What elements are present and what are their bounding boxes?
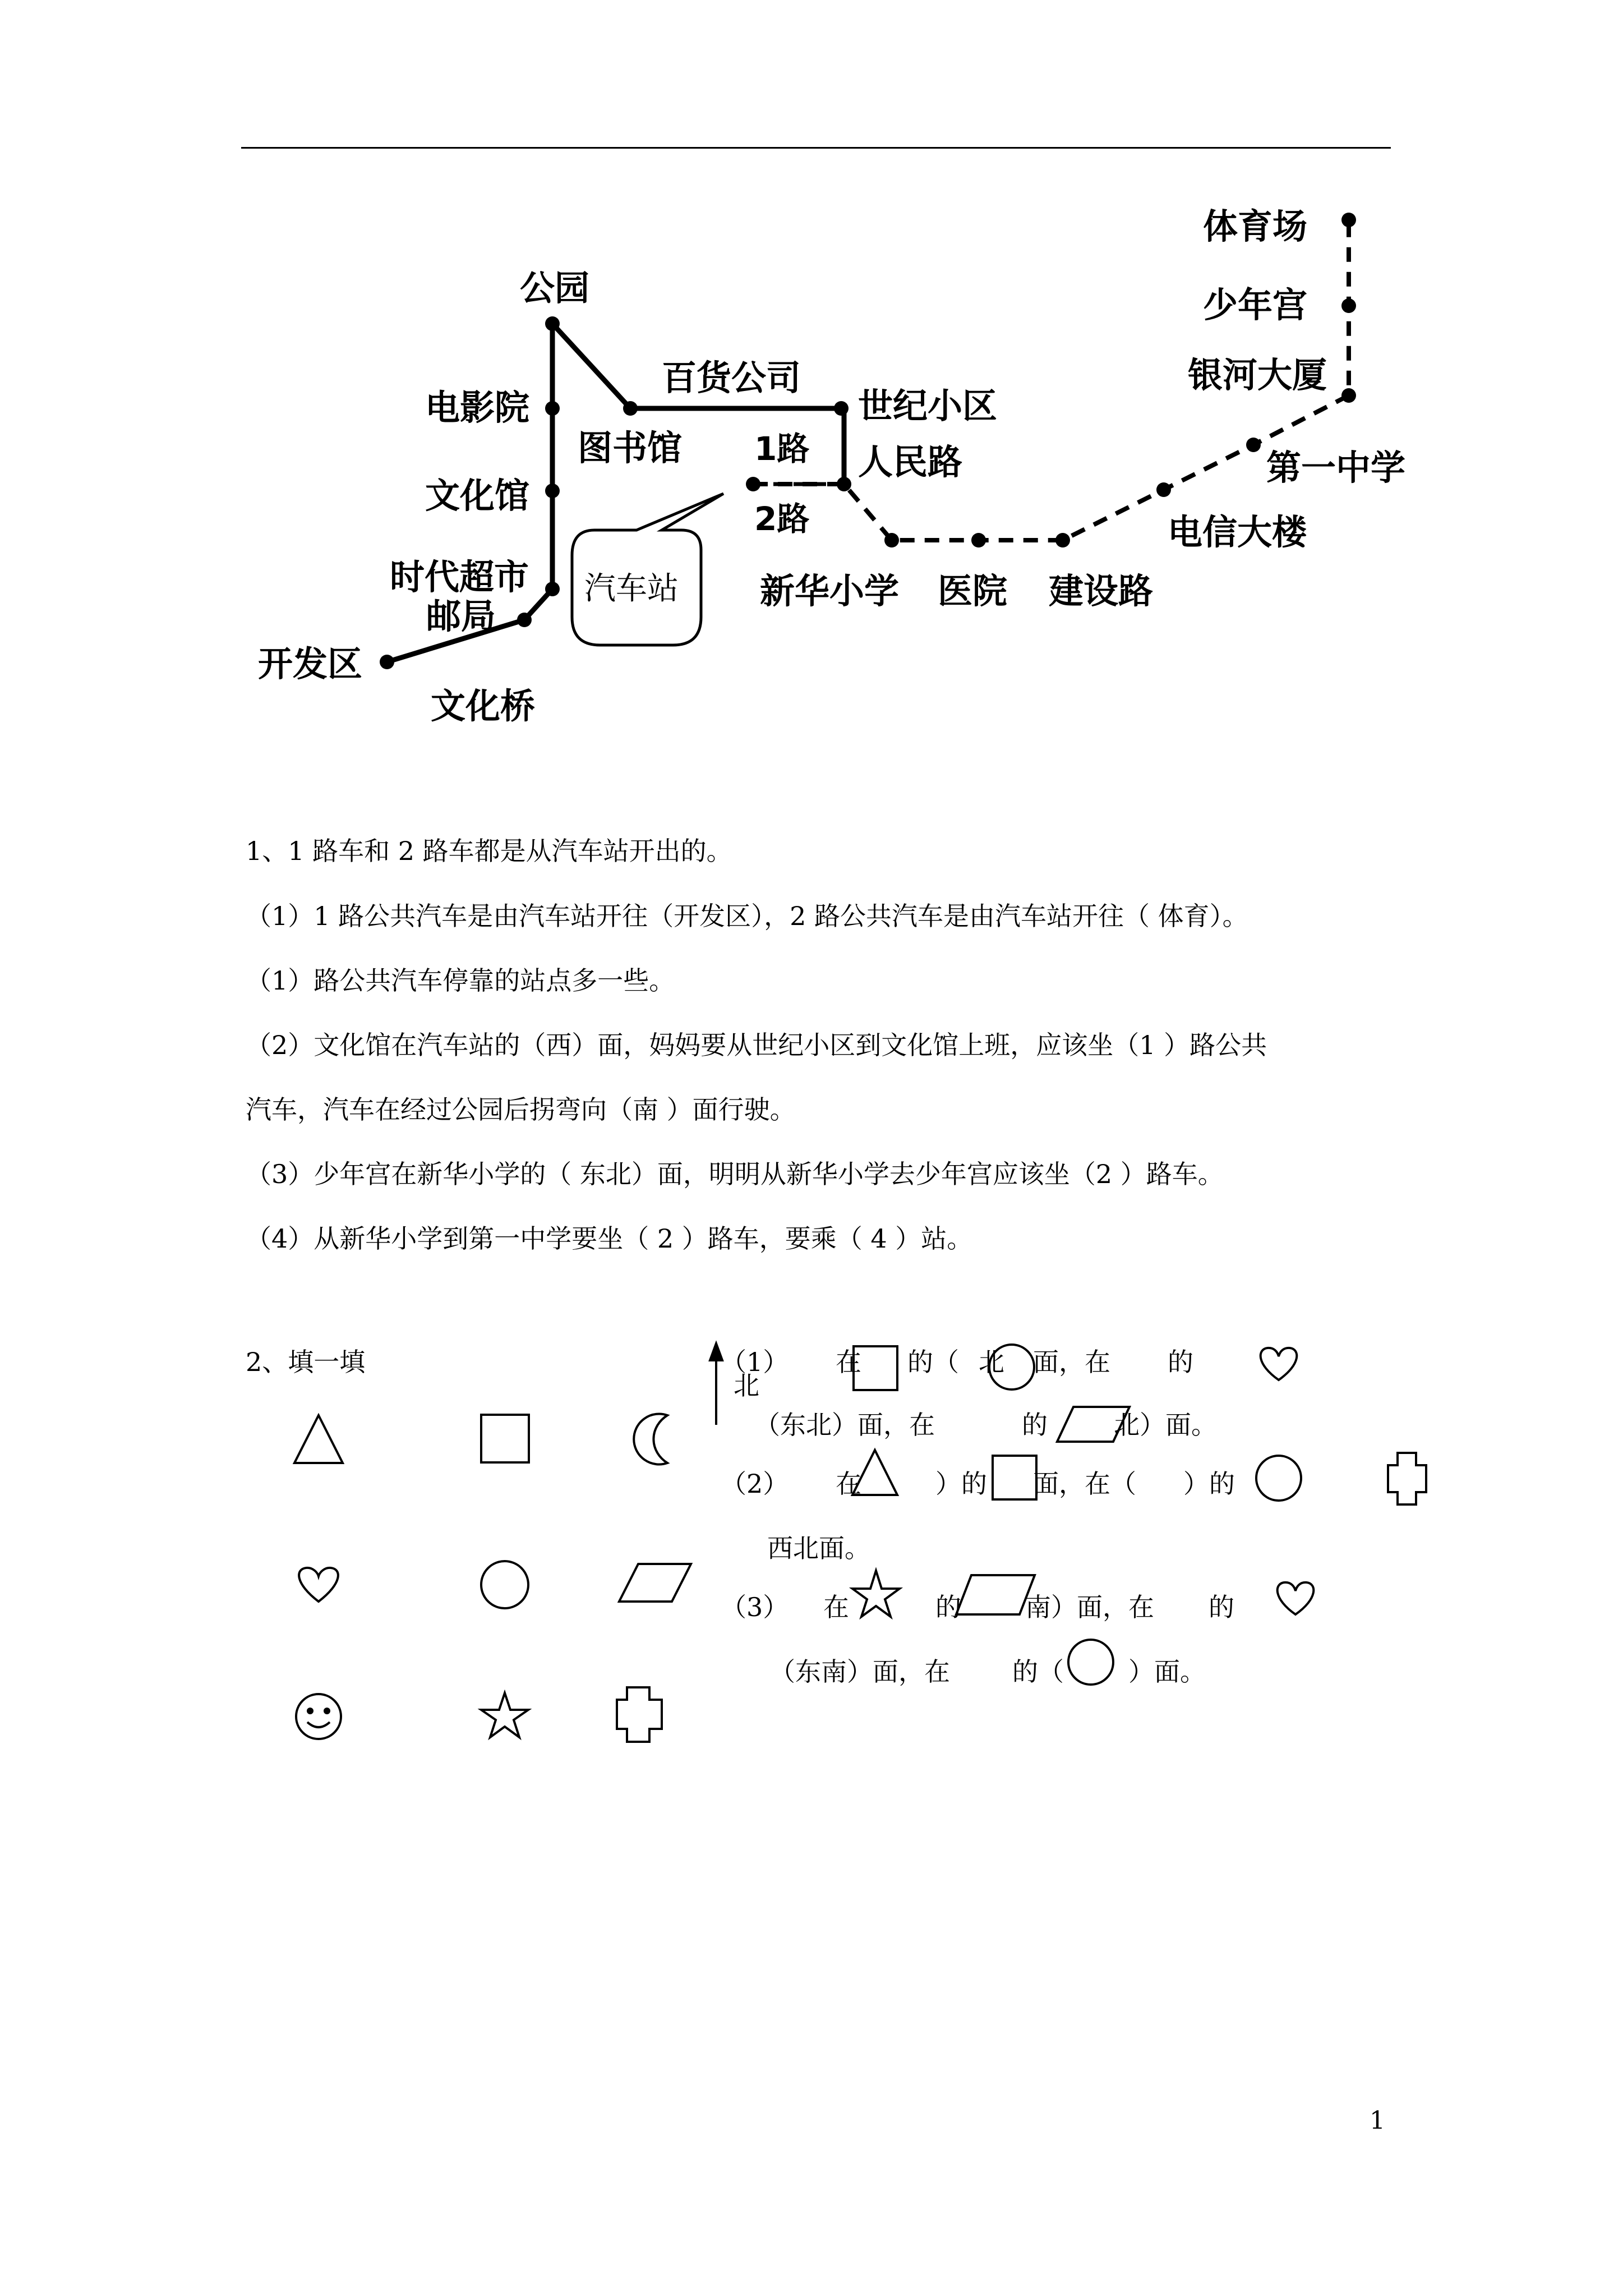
north-arrow-icon [710, 1343, 722, 1425]
stop-xinhua: 新华小学 [760, 570, 900, 611]
q1-line-3: （2）文化馆在汽车站的（西）面，妈妈要从世纪小区到文化馆上班，应该坐（1 ）路公共 [246, 1030, 1267, 1060]
q2-2-de: ）的 [935, 1469, 987, 1499]
circle-inline-3-icon [1068, 1640, 1113, 1685]
q2-3-line2: （东南）面，在 [769, 1657, 950, 1687]
q2-1-de2: 的 [1168, 1347, 1193, 1377]
stop-gongyuan: 公园 [520, 268, 590, 309]
q2-2-zai: 在 [836, 1469, 861, 1499]
q2-3-num: （3） [721, 1592, 789, 1622]
q2-2-de2: ）的 [1183, 1469, 1235, 1499]
square-icon [481, 1415, 529, 1462]
stop-yinhe: 银河大厦 [1188, 355, 1327, 395]
star-icon [481, 1693, 528, 1737]
q1-line-6: （4）从新华小学到第一中学要坐（ 2 ）路车，要乘（ 4 ）站。 [246, 1223, 973, 1254]
stop-shiji: 世纪小区 [858, 385, 998, 426]
route-1-label: 1路 [754, 430, 810, 468]
q1-line-1: （1）1 路公共汽车是由汽车站开往（开发区），2 路公共汽车是由汽车站开往（ 体育）。 [246, 901, 1248, 931]
parallelogram-inline-3-icon [956, 1575, 1035, 1614]
moon-icon [634, 1414, 667, 1464]
q2-3-de2: 的 [1209, 1592, 1234, 1622]
q2-2-num: （2） [721, 1469, 789, 1499]
stop-qichezhan: 汽车站 [584, 570, 679, 607]
q2-1-line2-bei: 北 [1114, 1410, 1140, 1440]
q2-1-line2-mian: ）面。 [1140, 1410, 1217, 1440]
parallelogram-icon [619, 1564, 691, 1602]
stop-tushuguan: 图书馆 [578, 427, 683, 468]
cross-shape-icon [617, 1687, 662, 1742]
stop-shidai: 时代超市 [390, 556, 529, 597]
stop-dianyingyuan: 电影院 [425, 387, 530, 428]
stop-dianxin: 电信大楼 [1168, 512, 1307, 553]
bus-station-bubble [572, 494, 723, 645]
stop-renminlu: 人民路 [858, 441, 963, 482]
stop-baihuo: 百货公司 [662, 357, 801, 398]
circle-icon [481, 1561, 528, 1608]
q2-1-line2-de: 的 [1022, 1410, 1048, 1440]
triangle-icon [294, 1415, 343, 1463]
q2-1-bei: 北 [979, 1347, 1004, 1377]
route-2-label: 2路 [754, 500, 810, 538]
q1-line-4: 汽车，汽车在经过公园后拐弯向（南 ）面行驶。 [246, 1094, 796, 1125]
q2-3-line2-mian: ）面。 [1128, 1657, 1206, 1687]
stop-kaifaqu: 开发区 [258, 643, 363, 684]
q2-1-de: 的（ [907, 1347, 959, 1377]
square-inline-2-icon [993, 1456, 1036, 1499]
stop-jianshelu: 建设路 [1049, 570, 1154, 611]
cross-inline-2-icon [1388, 1453, 1426, 1504]
page-number: 1 [1370, 2106, 1385, 2135]
q2-3-nan: 南）面，在 [1025, 1592, 1154, 1622]
heart-inline-1-icon [1261, 1348, 1297, 1380]
stop-tiyuchang: 体育场 [1203, 206, 1308, 247]
q1-line-2: （1）路公共汽车停靠的站点多一些。 [246, 965, 675, 996]
bus-route-map [0, 0, 1623, 774]
stop-diyizhongxue: 第一中学 [1266, 447, 1406, 488]
stop-wenhuaguan: 文化馆 [425, 475, 530, 516]
circle-inline-2-icon [1256, 1456, 1301, 1501]
q2-3-zai: 在 [823, 1592, 849, 1622]
smiley-icon [296, 1694, 341, 1739]
q2-3-line2-de: 的（ [1012, 1657, 1064, 1687]
q1-title: 1、1 路车和 2 路车都是从汽车站开出的。 [246, 836, 732, 866]
q2-2-line2: 西北面。 [767, 1533, 870, 1563]
q2-1-num: （1） [721, 1347, 789, 1377]
q1-line-5: （3）少年宫在新华小学的（ 东北）面，明明从新华小学去少年宫应该坐（2 ）路车。 [246, 1159, 1224, 1189]
q2-2-mian: 面，在（ [1033, 1469, 1136, 1499]
stop-shaoniangong: 少年宫 [1203, 284, 1308, 325]
q2-1-line2: （东北）面，在 [754, 1410, 935, 1440]
q2-title: 2、填一填 [246, 1347, 366, 1377]
heart-icon [299, 1568, 338, 1602]
q2-1-zai: 在 [836, 1347, 861, 1377]
stop-wenhuaqiao: 文化桥 [431, 685, 536, 726]
q2-3-de: 的 [935, 1592, 961, 1622]
stop-youju: 邮局 [426, 596, 496, 637]
q2-1-mian: 面，在 [1033, 1347, 1110, 1377]
stop-yiyuan: 医院 [938, 570, 1008, 611]
north-label: 北 [734, 1370, 759, 1401]
heart-inline-3-icon [1278, 1582, 1314, 1614]
star-inline-3-icon [852, 1571, 900, 1617]
